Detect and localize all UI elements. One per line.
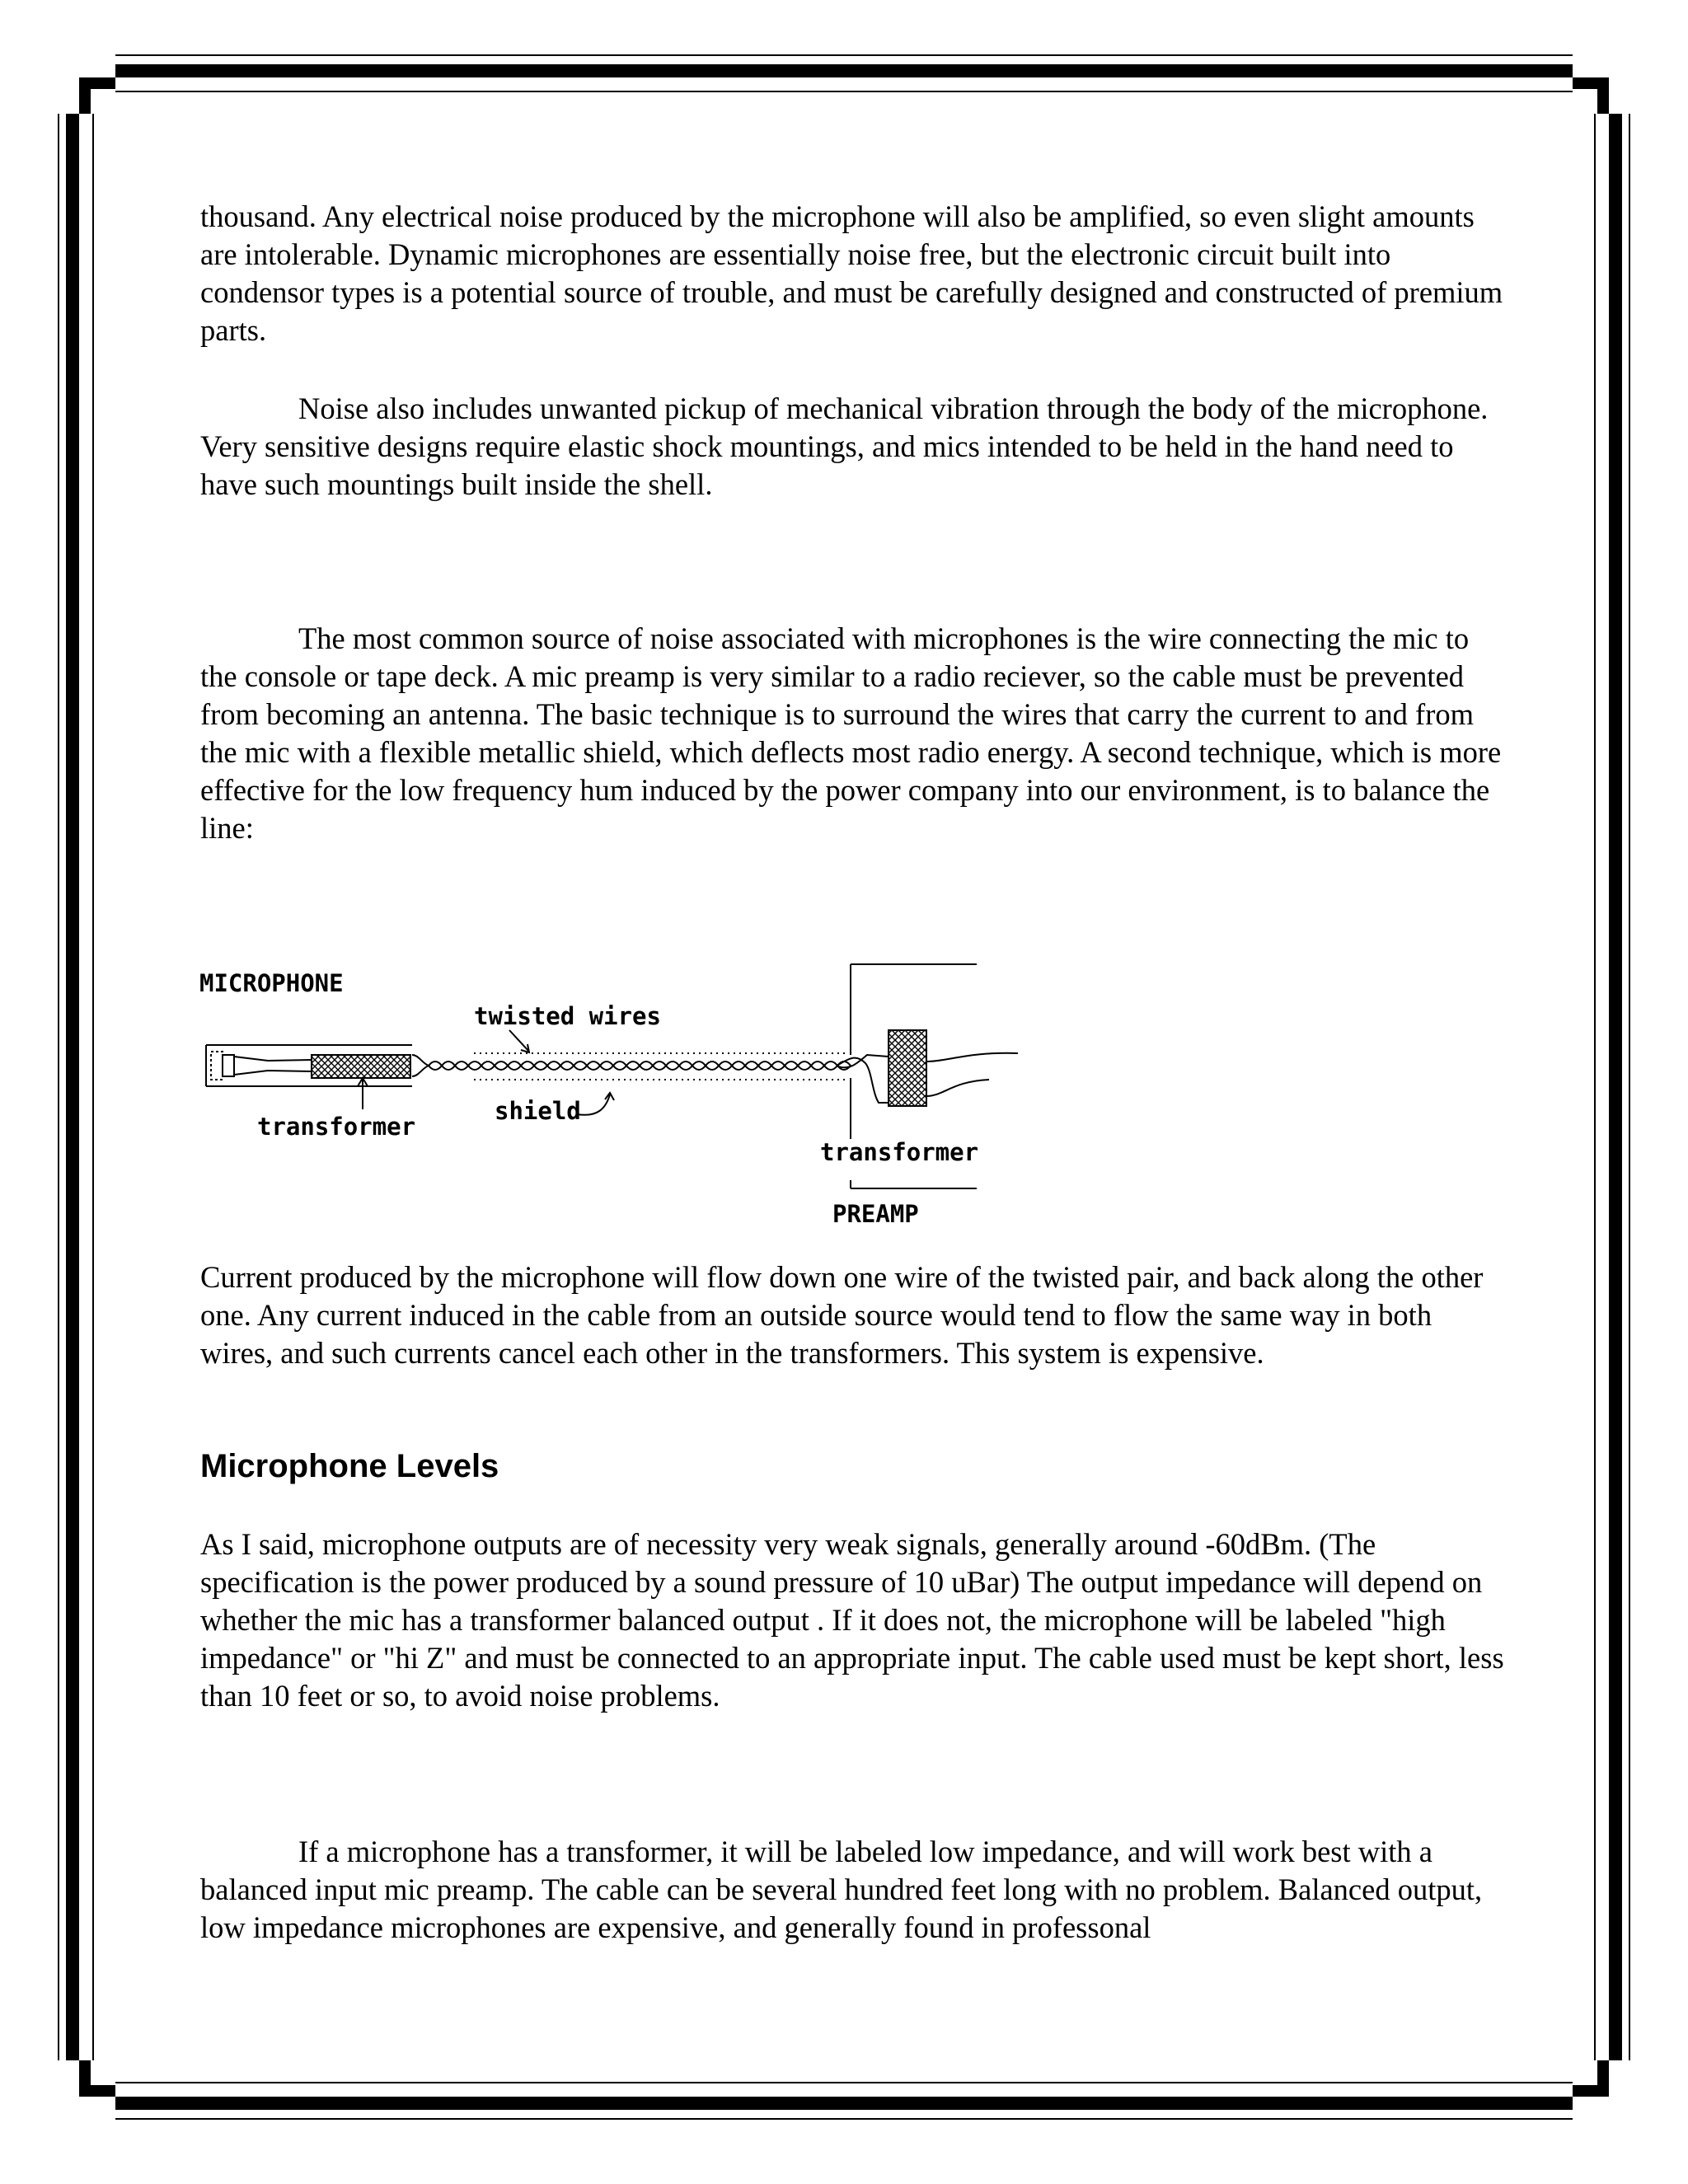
corner-tl-b bbox=[79, 77, 91, 114]
border-top-thick bbox=[115, 64, 1573, 77]
balanced-line-diagram bbox=[190, 948, 1030, 1236]
border-top-inner bbox=[115, 91, 1573, 92]
paragraph-noise-amplified: thousand. Any electrical noise produced by the microphone will also be amplified, so even slight amounts are intolerable. Dynamic microphones are essentially noise free, but the electronic circuit built into condensor types is a potential source of trouble, and must be carefully designed and constructed of premium parts. bbox=[200, 199, 1503, 347]
preamp-label: PREAMP bbox=[832, 1200, 919, 1228]
border-bottom-inner bbox=[115, 2082, 1573, 2083]
shield-pointer bbox=[577, 1094, 610, 1115]
corner-bl-b bbox=[79, 2060, 91, 2097]
microphone-label: MICROPHONE bbox=[199, 969, 344, 997]
preamp-transformer bbox=[889, 1030, 926, 1106]
twisted-wires-pointer bbox=[509, 1030, 529, 1052]
section-heading-microphone-levels: Microphone Levels bbox=[200, 1448, 499, 1484]
preamp-output-wiring bbox=[926, 1053, 1018, 1062]
corner-tr-b bbox=[1597, 77, 1609, 114]
mic-transformer-label: transformer bbox=[257, 1113, 416, 1141]
corner-br-b bbox=[1597, 2060, 1609, 2097]
paragraph-mechanical-noise: Noise also includes unwanted pickup of mechanical vibration through the body of the microphone. Very sensitive designs require elastic shock mountings, and mics intended to be held in the hand need to have such mountings built inside the shell. bbox=[200, 391, 1489, 501]
twisted-wires-label: twisted wires bbox=[474, 1002, 661, 1030]
border-left-thin bbox=[58, 114, 59, 2060]
border-bottom-thin bbox=[115, 2118, 1573, 2120]
paragraph-microphone-levels: As I said, microphone outputs are of necessity very weak signals, generally around -60dBm. (The specification is the power produced by a sound pressure of 10 uBar) The output impedance will depend on whether the mic has a transformer balanced output . If it does not, the microphone will be labeled "high impedance" or "hi Z" and must be connected to an appropriate input. The cable used must be kept short, less than 10 feet or so, to avoid noise problems. bbox=[200, 1527, 1504, 1713]
paragraph-low-impedance: If a microphone has a transformer, it will be labeled low impedance, and will work best with a balanced input mic preamp. The cable can be several hundred feet long with no problem. Balanced output, low impedance microphones are expensive, and generally found in professonal bbox=[200, 1835, 1483, 1944]
mic-transformer bbox=[312, 1055, 410, 1078]
border-left-inner bbox=[92, 114, 94, 2060]
shield-label: shield bbox=[495, 1097, 581, 1125]
border-top-thin bbox=[115, 54, 1573, 56]
border-right-thick bbox=[1609, 114, 1622, 2060]
preamp-transformer-label: transformer bbox=[820, 1138, 979, 1166]
paragraph-current-flow: Current produced by the microphone will flow down one wire of the twisted pair, and back along the other one. Any current induced in the cable from an outside source would tend to flow the same way in both wires, and such currents cancel each other in the transformers. This system is expensive. bbox=[200, 1260, 1484, 1370]
border-bottom-thick bbox=[115, 2097, 1573, 2110]
border-right-inner bbox=[1594, 114, 1596, 2060]
border-right-thin bbox=[1629, 114, 1630, 2060]
paragraph-cable-noise: The most common source of noise associated with microphones is the wire connecting the mic to the console or tape deck. A mic preamp is very similar to a radio reciever, so the cable must be prevented from becoming an antenna. The basic technique is to surround the wires that carry the current to and from the mic with a flexible metallic shield, which deflects most radio energy. A second technique, which is more effective for the low frequency hum induced by the power company into our environment, is to balance the line: bbox=[200, 621, 1502, 845]
border-left-thick bbox=[66, 114, 79, 2060]
